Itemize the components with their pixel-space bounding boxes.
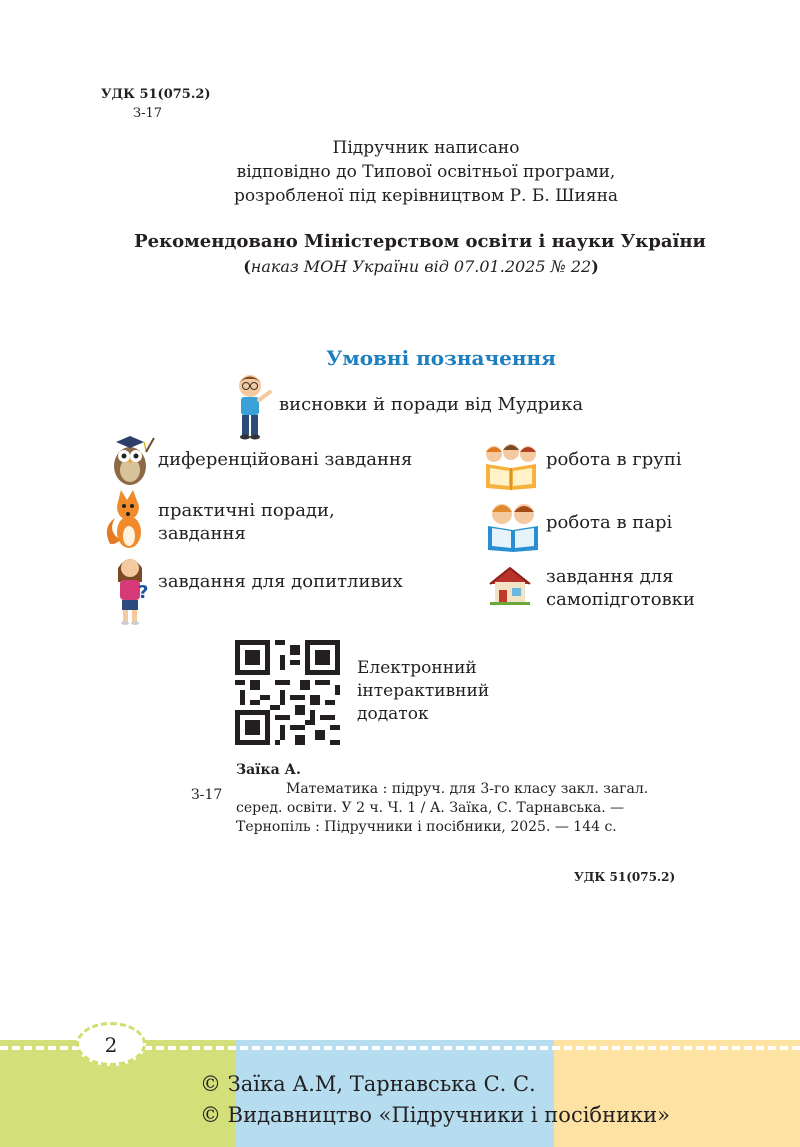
recommendation-text: Рекомендовано Міністерством освіти і науки України <box>134 231 706 252</box>
legend-label-differentiated: диференційовані завдання <box>158 449 413 470</box>
house-icon <box>488 566 532 606</box>
catalog-index: З-17 <box>133 106 163 121</box>
group-work-icon <box>480 442 542 490</box>
qr-caption-line: Електронний <box>357 658 477 678</box>
legend-label-practical <box>158 499 378 545</box>
copyright-authors: © Заїка А.М, Тарнавська С. С. <box>200 1072 536 1096</box>
legend-label-curious: завдання для допитливих <box>158 571 403 592</box>
udk-code: УДК 51(075.2) <box>101 87 211 102</box>
program-note-line: розробленої під керівництвом Р. Б. Шияна <box>233 186 619 206</box>
footer-band-yellow <box>554 1040 800 1147</box>
qr-caption-line: додаток <box>357 704 429 724</box>
recommendation <box>0 229 800 279</box>
biblio-description: Математика : підруч. для 3-го класу закл. загал. серед. освіти. У 2 ч. Ч. 1 / А. Заїка, С. Тарнавська. — Тернопіль : Підручники і посібники, 2025. — 144 с. <box>236 781 649 835</box>
fox-icon <box>103 488 151 550</box>
page-number: 2 <box>76 1022 146 1066</box>
program-note <box>0 136 800 208</box>
biblio-index: З-17 <box>191 787 223 803</box>
legend-label-self-study <box>546 565 716 611</box>
qr-code[interactable] <box>235 640 340 745</box>
udk-footer-code: УДК 51(075.2) <box>574 870 676 884</box>
boy-mudryk-icon <box>230 372 274 440</box>
legend-label-pair: робота в парі <box>546 512 673 533</box>
biblio-author: Заїка А. <box>236 762 301 778</box>
pair-work-icon <box>484 500 542 552</box>
curious-girl-icon <box>112 554 152 626</box>
page-footer <box>0 1033 800 1147</box>
ministry-order: (наказ МОН України від 07.01.2025 № 22) <box>243 257 599 276</box>
ministry-order-text: наказ МОН України від 07.01.2025 № 22 <box>250 257 592 276</box>
legend-label-practical-text: практичні поради, завдання <box>158 500 335 544</box>
owl-icon <box>106 432 156 488</box>
legend-label-group: робота в групі <box>546 449 682 470</box>
copyright-publisher: © Видавництво «Підручники і посібники» <box>200 1103 671 1127</box>
legend-label-self-study-text: завдання для самопідготовки <box>546 566 695 610</box>
legend-label-mudryk: висновки й поради від Мудрика <box>279 394 584 415</box>
program-note-line: відповідно до Типової освітньої програми, <box>236 162 616 182</box>
bibliographic-record <box>236 761 676 837</box>
qr-caption-line: інтерактивний <box>357 681 490 701</box>
svg-text:?: ? <box>138 582 149 603</box>
program-note-line: Підручник написано <box>332 138 520 158</box>
udk-header <box>101 85 211 123</box>
qr-caption <box>357 657 489 726</box>
legend-title: Умовні позначення <box>326 346 556 370</box>
